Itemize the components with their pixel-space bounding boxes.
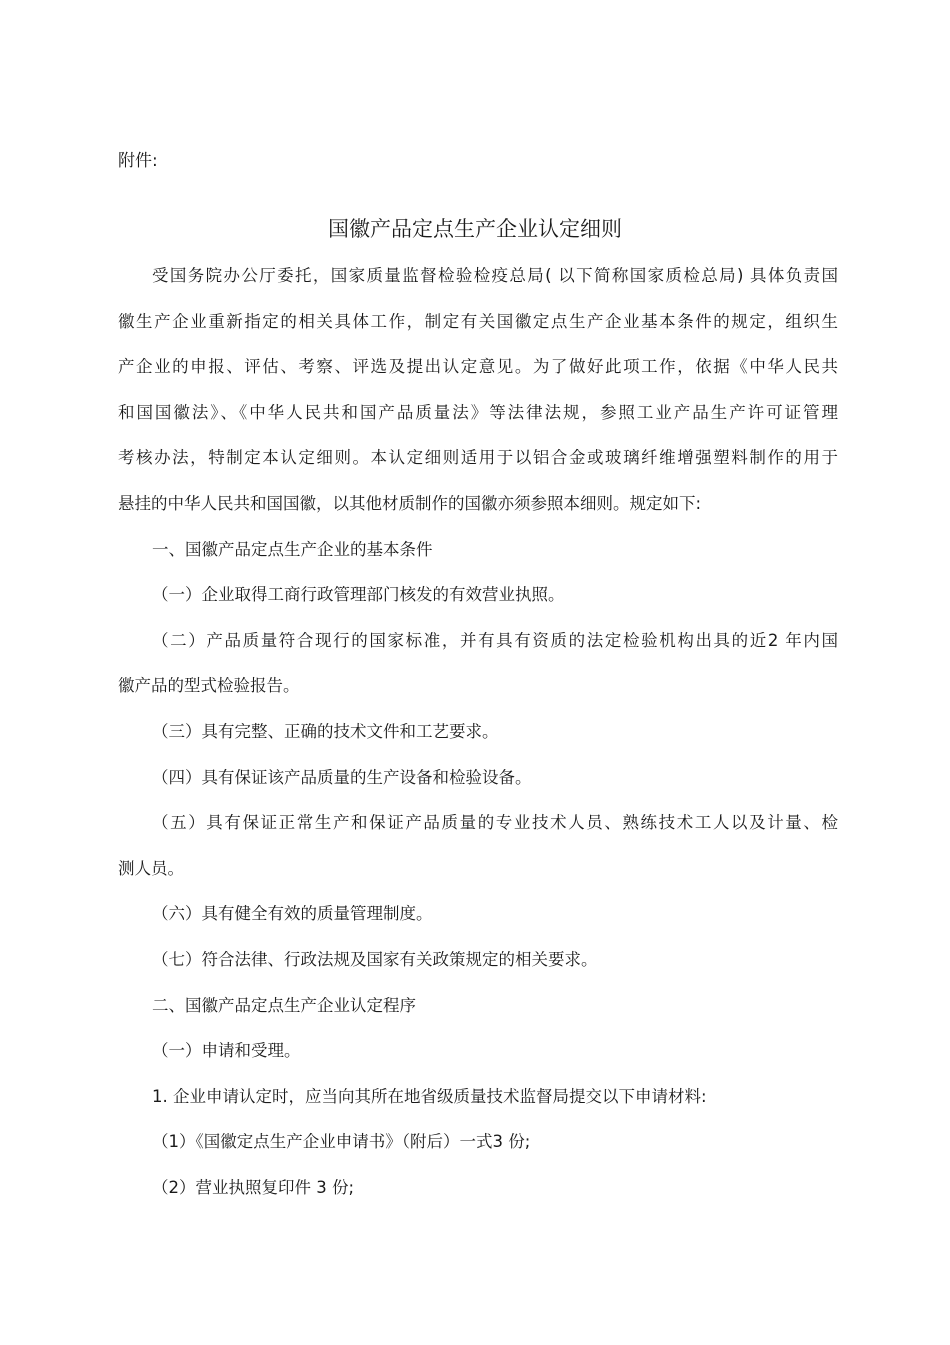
clause-line: 1. 企业申请认定时，应当向其所在地省级质量技术监督局提交以下申请材料:: [152, 1086, 707, 1106]
clause-line: （1）《国徽定点生产企业申请书》（附后）一式3 份;: [152, 1132, 531, 1152]
document-body: [118, 262, 838, 1219]
clause-line: （一）申请和受理。: [152, 1041, 301, 1061]
paragraph-line: 考核办法，特制定本认定细则。本认定细则适用于以铝合金或玻璃纤维增强塑料制作的用于: [118, 448, 838, 468]
clause-line: （三）具有完整、正确的技术文件和工艺要求。: [152, 721, 499, 741]
attachment-label: 附件:: [118, 151, 158, 171]
clause-line: 徽产品的型式检验报告。: [118, 676, 300, 696]
clause-line: （五）具有保证正常生产和保证产品质量的专业技术人员、熟练技术工人以及计量、检: [152, 813, 838, 833]
clause-line: （一）企业取得工商行政管理部门核发的有效营业执照。: [152, 585, 565, 605]
section-heading: 一、国徽产品定点生产企业的基本条件: [152, 539, 433, 559]
clause-line: （七）符合法律、行政法规及国家有关政策规定的相关要求。: [152, 949, 598, 969]
paragraph-line: 产企业的申报、评估、考察、评选及提出认定意见。为了做好此项工作，依据《中华人民共: [118, 357, 838, 377]
section-heading: 二、国徽产品定点生产企业认定程序: [152, 995, 416, 1015]
paragraph-line: 悬挂的中华人民共和国国徽，以其他材质制作的国徽亦须参照本细则。规定如下:: [118, 493, 702, 513]
document-title: 国徽产品定点生产企业认定细则: [328, 217, 622, 241]
clause-line: （2）营业执照复印件 3 份;: [152, 1177, 355, 1197]
clause-line: 测人员。: [118, 858, 184, 878]
paragraph-line: 受国务院办公厅委托，国家质量监督检验检疫总局( 以下简称国家质检总局) 具体负责国: [152, 266, 838, 285]
paragraph-line: 和国国徽法》、《中华人民共和国产品质量法》等法律法规，参照工业产品生产许可证管理: [118, 402, 838, 422]
paragraph-line: 徽生产企业重新指定的相关具体工作，制定有关国徽定点生产企业基本条件的规定，组织生: [118, 311, 838, 331]
clause-line: （二）产品质量符合现行的国家标准，并有具有资质的法定检验机构出具的近2 年内国: [152, 630, 838, 650]
clause-line: （六）具有健全有效的质量管理制度。: [152, 904, 433, 924]
clause-line: （四）具有保证该产品质量的生产设备和检验设备。: [152, 767, 532, 787]
